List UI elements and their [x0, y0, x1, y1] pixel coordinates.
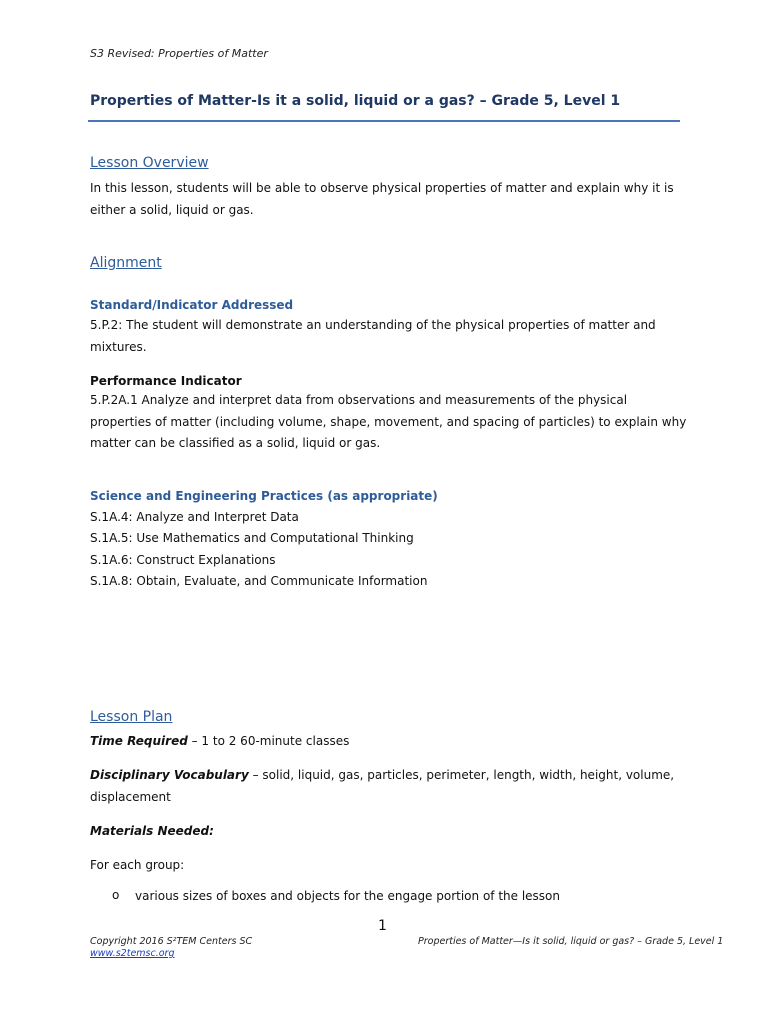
- vocabulary-label: Disciplinary Vocabulary: [90, 768, 249, 782]
- performance-indicator-heading: Performance Indicator: [90, 374, 242, 388]
- footer-document-title: Properties of Matter—Is it solid, liquid or gas? – Grade 5, Level 1: [418, 936, 724, 947]
- practice-item: S.1A.6: Construct Explanations: [90, 553, 276, 567]
- materials-list-item: various sizes of boxes and objects for the engage portion of the lesson: [135, 889, 561, 903]
- time-required: [90, 731, 690, 753]
- bullet-circle-icon: o: [112, 888, 120, 902]
- alignment-heading: Alignment: [90, 255, 162, 271]
- page-number: 1: [378, 918, 387, 934]
- document-title: Properties of Matter-Is it a solid, liquid or a gas? – Grade 5, Level 1: [90, 93, 621, 109]
- lesson-overview-heading: Lesson Overview: [90, 155, 209, 171]
- vocabulary-value: – solid, liquid, gas, particles, perimeter, length, width, height, volume, displacement: [90, 768, 675, 804]
- practice-item: S.1A.4: Analyze and Interpret Data: [90, 510, 299, 524]
- title-divider: [88, 120, 680, 122]
- footer-website-link[interactable]: www.s2temsc.org: [90, 948, 175, 959]
- time-required-value: – 1 to 2 60-minute classes: [187, 734, 350, 748]
- lesson-plan-heading: Lesson Plan: [90, 709, 173, 725]
- disciplinary-vocabulary: [90, 765, 690, 808]
- lesson-overview-text: In this lesson, students will be able to observe physical properties of matter and explain why it is either a solid, liquid or gas.: [90, 181, 674, 217]
- running-header: S3 Revised: Properties of Matter: [90, 47, 268, 60]
- standard-heading: Standard/Indicator Addressed: [90, 298, 294, 312]
- performance-indicator-text: 5.P.2A.1 Analyze and interpret data from observations and measurements of the physical properties of matter (including volume, shape, movement, and spacing of particles) to explain why matter can be classified as a solid, liquid or gas.: [90, 393, 687, 450]
- materials-needed-label: Materials Needed:: [90, 824, 214, 838]
- practices-heading: Science and Engineering Practices (as appropriate): [90, 489, 438, 503]
- for-each-group-label: For each group:: [90, 858, 185, 872]
- time-required-label: Time Required: [90, 734, 188, 748]
- footer-copyright: Copyright 2016 S²TEM Centers SC: [90, 936, 253, 947]
- standard-text: 5.P.2: The student will demonstrate an understanding of the physical properties of matter and mixtures.: [90, 318, 656, 354]
- practice-item: S.1A.8: Obtain, Evaluate, and Communicate Information: [90, 574, 428, 588]
- practice-item: S.1A.5: Use Mathematics and Computational Thinking: [90, 531, 414, 545]
